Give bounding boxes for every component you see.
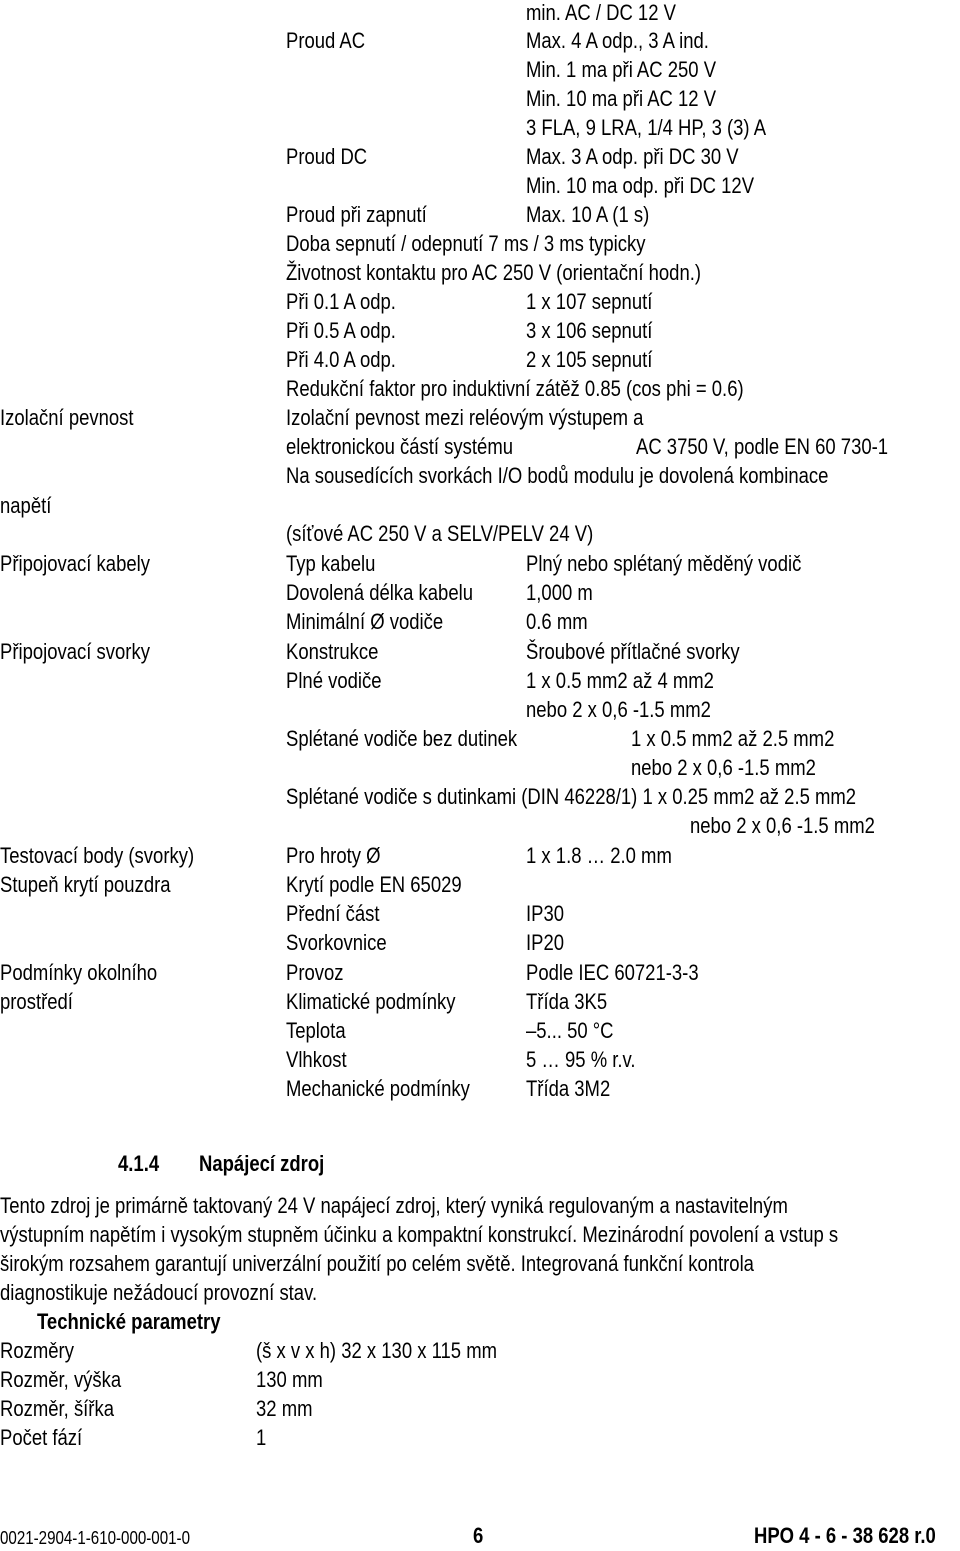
isolation-line: Na sousedících svorkách I/O bodů modulu je dovolená kombinace — [286, 463, 829, 488]
life-label: Při 4.0 A odp. — [286, 347, 396, 372]
cable-row-label: Typ kabelu — [286, 551, 376, 576]
life-value: 3 x 106 sepnutí — [526, 318, 653, 343]
paragraph-line: diagnostikuje nežádoucí provozní stav. — [0, 1280, 318, 1305]
current-dc-value: Min. 10 ma odp. při DC 12V — [526, 173, 755, 198]
cable-row-value: Plný nebo splétaný měděný vodič — [526, 551, 802, 576]
paragraph-line: širokým rozsahem garantují univerzální použití po celém světě. Integrovaná funkční kontrola — [0, 1251, 754, 1276]
section-number: 4.1.4 — [118, 1151, 160, 1176]
env-row-label: Provoz — [286, 960, 344, 985]
cables-label: Připojovací kabely — [0, 551, 150, 576]
life-value: 2 x 105 sepnutí — [526, 347, 653, 372]
stranded-value: 1 x 0.5 mm2 až 2.5 mm2 — [631, 726, 835, 751]
tech-row-label: Rozměry — [0, 1338, 74, 1363]
model-number: HPO 4 - 6 - 38 628 r.0 — [754, 1523, 936, 1548]
section-title: Napájecí zdroj — [199, 1151, 325, 1176]
env-row-value: Třída 3K5 — [526, 989, 608, 1014]
page-number: 6 — [473, 1523, 484, 1548]
doc-number: 0021-2904-1-610-000-001-0 — [0, 1528, 190, 1548]
isolation-line: (síťové AC 250 V a SELV/PELV 24 V) — [286, 521, 594, 546]
tech-row-label: Rozměr, výška — [0, 1367, 122, 1392]
paragraph-line: Tento zdroj je primárně taktovaný 24 V napájecí zdroj, který vyniká regulovaným a nastavitelným — [0, 1193, 788, 1218]
protection-row-label: Svorkovnice — [286, 930, 387, 955]
isolation-line: Izolační pevnost mezi reléovým výstupem a — [286, 405, 644, 430]
protection-row-value: IP20 — [526, 930, 565, 955]
solid-label: Plné vodiče — [286, 668, 382, 693]
construction-label: Konstrukce — [286, 639, 379, 664]
terminals-label: Připojovací svorky — [0, 639, 150, 664]
life-value: 1 x 107 sepnutí — [526, 289, 653, 314]
env-row-label: Vlhkost — [286, 1047, 347, 1072]
tech-row-value: 130 mm — [256, 1367, 323, 1392]
voltage-min: min. AC / DC 12 V — [526, 0, 676, 25]
test-points-sublabel: Pro hroty Ø — [286, 843, 381, 868]
tech-heading: Technické parametry — [37, 1309, 221, 1334]
ferrule-value: nebo 2 x 0,6 -1.5 mm2 — [690, 813, 875, 838]
env-row-value: Podle IEC 60721-3-3 — [526, 960, 699, 985]
cable-row-value: 1,000 m — [526, 580, 593, 605]
inrush-label: Proud při zapnutí — [286, 202, 427, 227]
cable-row-label: Minimální Ø vodiče — [286, 609, 444, 634]
test-points-value: 1 x 1.8 … 2.0 mm — [526, 843, 672, 868]
inrush-value: Max. 10 A (1 s) — [526, 202, 650, 227]
construction-value: Šroubové přítlačné svorky — [526, 639, 740, 664]
protection-row-label: Přední část — [286, 901, 380, 926]
tech-row-value: 32 mm — [256, 1396, 313, 1421]
ferrule-line: Splétané vodiče s dutinkami (DIN 46228/1) 1 x 0.25 mm2 až 2.5 mm2 — [286, 784, 857, 809]
isolation-line: elektronickou částí systému — [286, 434, 513, 459]
environment-label: prostředí — [0, 989, 73, 1014]
env-row-label: Klimatické podmínky — [286, 989, 456, 1014]
isolation-label: napětí — [0, 493, 52, 518]
switch-time: Doba sepnutí / odepnutí 7 ms / 3 ms typicky — [286, 231, 646, 256]
protection-standard: Krytí podle EN 65029 — [286, 872, 462, 897]
cable-row-label: Dovolená délka kabelu — [286, 580, 473, 605]
test-points-label: Testovací body (svorky) — [0, 843, 195, 868]
env-row-label: Mechanické podmínky — [286, 1076, 470, 1101]
protection-label: Stupeň krytí pouzdra — [0, 872, 171, 897]
current-ac-value: Max. 4 A odp., 3 A ind. — [526, 28, 709, 53]
current-ac-label: Proud AC — [286, 28, 366, 53]
tech-row-value: 1 — [256, 1425, 267, 1450]
current-dc-value: Max. 3 A odp. při DC 30 V — [526, 144, 739, 169]
tech-row-label: Počet fází — [0, 1425, 83, 1450]
cable-row-value: 0.6 mm — [526, 609, 588, 634]
stranded-label: Splétané vodiče bez dutinek — [286, 726, 518, 751]
tech-row-label: Rozměr, šířka — [0, 1396, 114, 1421]
solid-value: nebo 2 x 0,6 -1.5 mm2 — [526, 697, 711, 722]
isolation-line: AC 3750 V, podle EN 60 730-1 — [636, 434, 889, 459]
isolation-label: Izolační pevnost — [0, 405, 134, 430]
tech-row-value: (š x v x h) 32 x 130 x 115 mm — [256, 1338, 498, 1363]
reduction-factor: Redukční faktor pro induktivní zátěž 0.85 (cos phi = 0.6) — [286, 376, 744, 401]
current-ac-value: 3 FLA, 9 LRA, 1/4 HP, 3 (3) A — [526, 115, 767, 140]
current-dc-label: Proud DC — [286, 144, 368, 169]
protection-row-value: IP30 — [526, 901, 565, 926]
env-row-value: 5 … 95 % r.v. — [526, 1047, 636, 1072]
current-ac-value: Min. 1 ma při AC 250 V — [526, 57, 717, 82]
environment-label: Podmínky okolního — [0, 960, 158, 985]
env-row-value: –5... 50 °C — [526, 1018, 614, 1043]
stranded-value: nebo 2 x 0,6 -1.5 mm2 — [631, 755, 816, 780]
env-row-label: Teplota — [286, 1018, 346, 1043]
contact-life: Životnost kontaktu pro AC 250 V (orientační hodn.) — [286, 260, 702, 285]
env-row-value: Třída 3M2 — [526, 1076, 611, 1101]
paragraph-line: výstupním napětím i vysokým stupněm účinku a kompaktní konstrukcí. Mezinárodní povolení a vstup s — [0, 1222, 839, 1247]
life-label: Při 0.1 A odp. — [286, 289, 396, 314]
life-label: Při 0.5 A odp. — [286, 318, 396, 343]
solid-value: 1 x 0.5 mm2 až 4 mm2 — [526, 668, 714, 693]
current-ac-value: Min. 10 ma při AC 12 V — [526, 86, 717, 111]
